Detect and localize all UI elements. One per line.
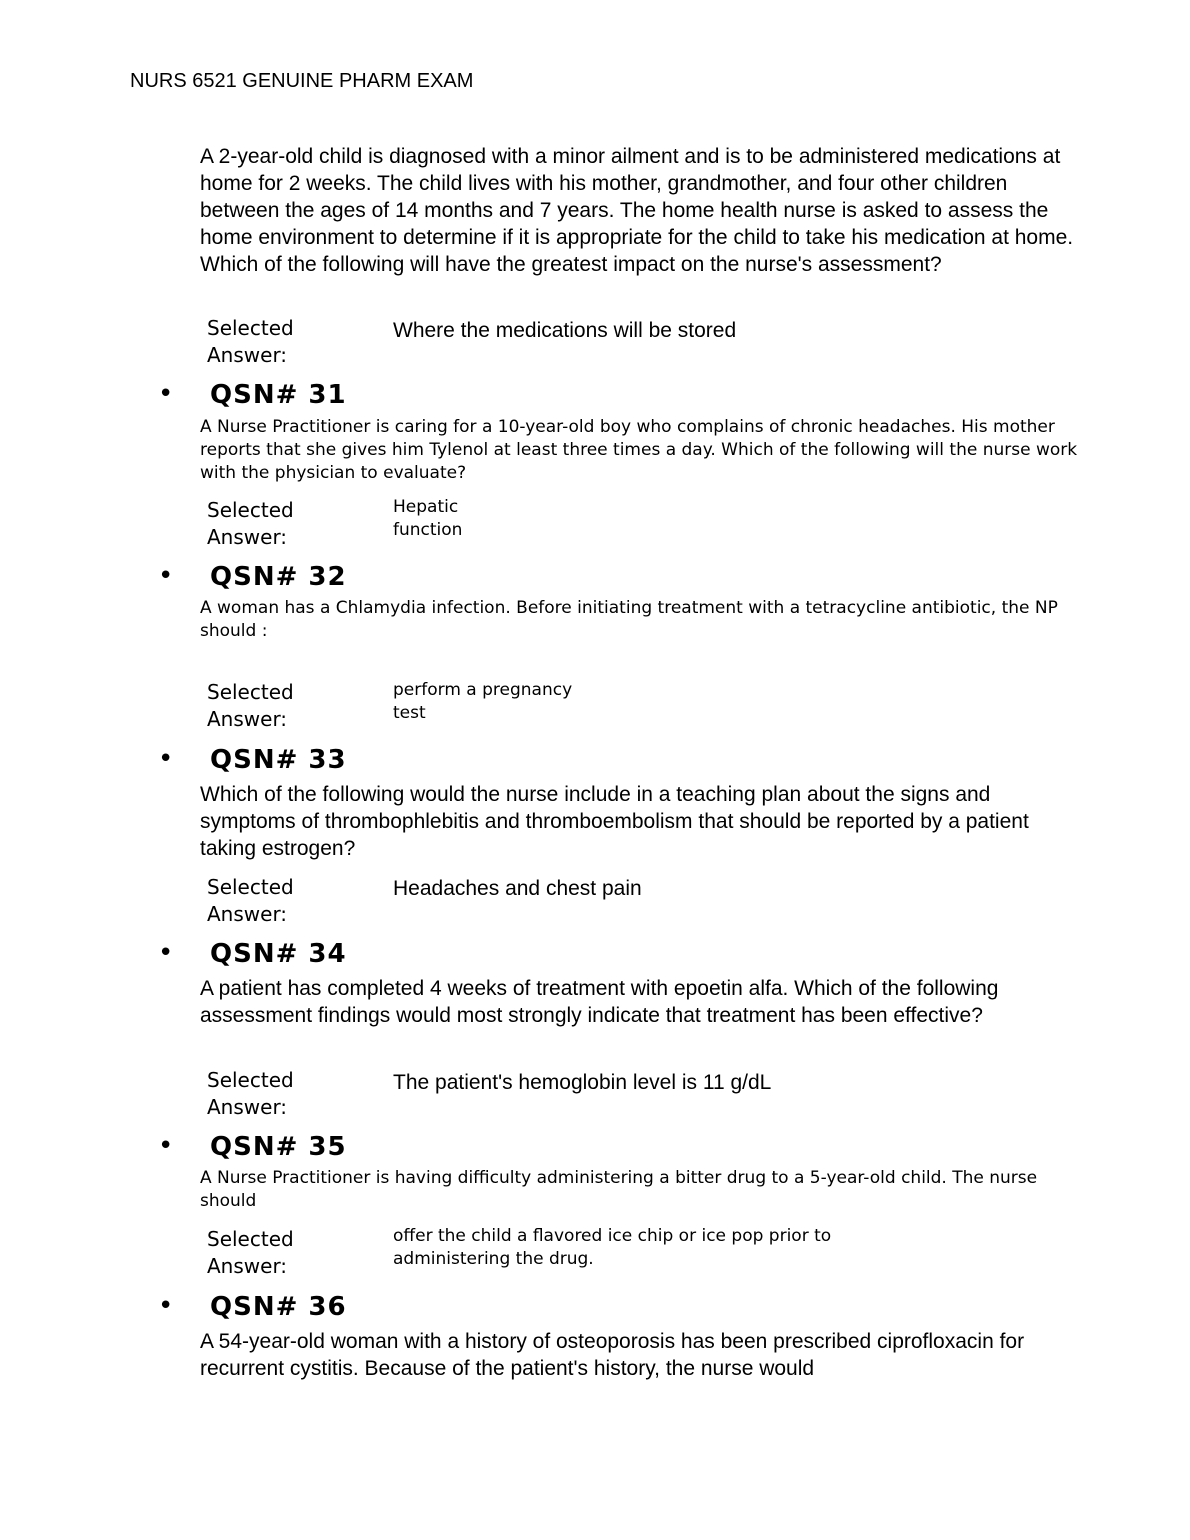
selected-answer-label: Selected Answer: bbox=[207, 680, 294, 731]
selected-answer: The patient's hemoglobin level is 11 g/dL bbox=[393, 1071, 772, 1094]
question-number: QSN# 34 bbox=[210, 939, 347, 969]
selected-answer-label: Selected Answer: bbox=[207, 498, 294, 549]
selected-answer: Hepatic function bbox=[393, 497, 463, 540]
question-number: QSN# 36 bbox=[210, 1292, 347, 1322]
question-text: Which of the following would the nurse include in a teaching plan about the signs and symptoms of thrombophlebitis and thromboembolism that should be reported by a patient taking estrogen? bbox=[200, 783, 1029, 860]
selected-answer: perform a pregnancy test bbox=[393, 680, 573, 723]
page-header: NURS 6521 GENUINE PHARM EXAM bbox=[130, 70, 474, 92]
bullet: • bbox=[158, 379, 174, 409]
question-text: A woman has a Chlamydia infection. Before initiating treatment with a tetracycline antibiotic, the NP should : bbox=[200, 598, 1058, 641]
bullet: • bbox=[158, 1131, 174, 1161]
question-number: QSN# 35 bbox=[210, 1132, 347, 1162]
question-number: QSN# 33 bbox=[210, 745, 347, 775]
bullet: • bbox=[158, 561, 174, 591]
question-text: A 2-year-old child is diagnosed with a minor ailment and is to be administered medications at home for 2 weeks. The child lives with his mother, grandmother, and four other children between the ages of 14 months and 7 years. The home health nurse is asked to assess the home environment to determine if it is appropriate for the child to take his medication at home. Which of the following will have the greatest impact on the nurse's assessment? bbox=[200, 145, 1074, 276]
bullet: • bbox=[158, 938, 174, 968]
question-text: A Nurse Practitioner is having difficulty administering a bitter drug to a 5-year-old child. The nurse should bbox=[200, 1168, 1038, 1211]
question-number: QSN# 31 bbox=[210, 380, 347, 410]
selected-answer: Where the medications will be stored bbox=[393, 319, 737, 342]
selected-answer-label: Selected Answer: bbox=[207, 316, 294, 367]
bullet: • bbox=[158, 744, 174, 774]
question-number: QSN# 32 bbox=[210, 562, 347, 592]
question-text: A 54-year-old woman with a history of osteoporosis has been prescribed ciprofloxacin for recurrent cystitis. Because of the patient's history, the nurse would bbox=[200, 1330, 1025, 1380]
question-text: A Nurse Practitioner is caring for a 10-year-old boy who complains of chronic headaches. His mother reports that she gives him Tylenol at least three times a day. Which of the following will the nurse work with the physician to evaluate? bbox=[200, 417, 1078, 483]
selected-answer: offer the child a flavored ice chip or ice pop prior to administering the drug. bbox=[393, 1226, 832, 1269]
selected-answer: Headaches and chest pain bbox=[393, 877, 642, 900]
question-text: A patient has completed 4 weeks of treatment with epoetin alfa. Which of the following assessment findings would most strongly indicate that treatment has been effective? bbox=[200, 977, 999, 1027]
bullet: • bbox=[158, 1291, 174, 1321]
selected-answer-label: Selected Answer: bbox=[207, 875, 294, 926]
selected-answer-label: Selected Answer: bbox=[207, 1068, 294, 1119]
selected-answer-label: Selected Answer: bbox=[207, 1227, 294, 1278]
